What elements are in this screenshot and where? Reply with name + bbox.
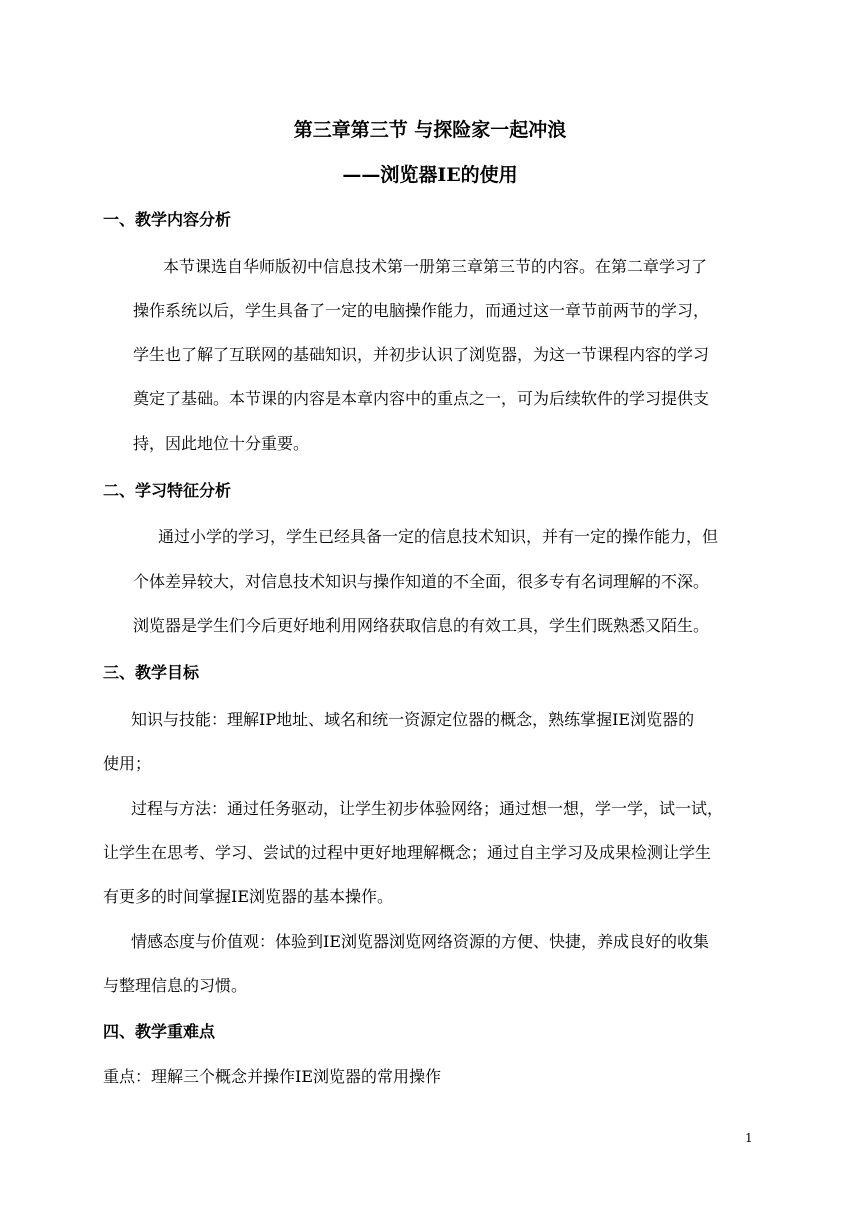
document-subtitle: ——浏览器IE的使用	[342, 164, 518, 186]
section-heading-learning-analysis: 二、学习特征分析	[103, 481, 232, 500]
section-heading-objectives: 三、教学目标	[103, 663, 200, 682]
document-title: 第三章第三节 与探险家一起冲浪	[293, 119, 567, 141]
paragraph-line: 情感态度与价值观：体验到IE浏览器浏览网络资源的方便、快捷，养成良好的收集	[131, 932, 710, 951]
paragraph-line: 让学生在思考、学习、尝试的过程中更好地理解概念；通过自主学习及成果检测让学生	[103, 843, 712, 862]
paragraph-line: 过程与方法：通过任务驱动，让学生初步体验网络；通过想一想，学一学，试一试，	[131, 799, 724, 818]
paragraph-line: 个体差异较大，对信息技术知识与操作知道的不全面，很多专有名词理解的不深。	[133, 572, 710, 591]
paragraph-line: 浏览器是学生们今后更好地利用网络获取信息的有效工具，学生们既熟悉又陌生。	[133, 616, 710, 635]
paragraph-line: 知识与技能：理解IP地址、域名和统一资源定位器的概念，熟练掌握IE浏览器的	[131, 710, 695, 729]
paragraph-line: 操作系统以后，学生具备了一定的电脑操作能力，而通过这一章节前两节的学习，	[133, 301, 710, 320]
paragraph-line: 重点：理解三个概念并操作IE浏览器的常用操作	[103, 1067, 442, 1086]
page-number: 1	[745, 1131, 753, 1145]
paragraph-line: 通过小学的学习，学生已经具备一定的信息技术知识，并有一定的操作能力，但	[158, 527, 719, 546]
paragraph-line: 使用；	[103, 754, 152, 773]
section-heading-content-analysis: 一、教学内容分析	[103, 210, 232, 229]
section-heading-key-points: 四、教学重难点	[103, 1022, 216, 1041]
paragraph-line: 持，因此地位十分重要。	[133, 434, 310, 453]
paragraph-line: 与整理信息的习惯。	[103, 976, 248, 995]
paragraph-line: 奠定了基础。本节课的内容是本章内容中的重点之一，可为后续软件的学习提供支	[133, 389, 710, 408]
paragraph-line: 有更多的时间掌握IE浏览器的基本操作。	[103, 887, 394, 906]
paragraph-line: 学生也了解了互联网的基础知识，并初步认识了浏览器，为这一节课程内容的学习	[133, 345, 710, 364]
paragraph-line: 本节课选自华师版初中信息技术第一册第三章第三节的内容。在第二章学习了	[163, 257, 708, 276]
